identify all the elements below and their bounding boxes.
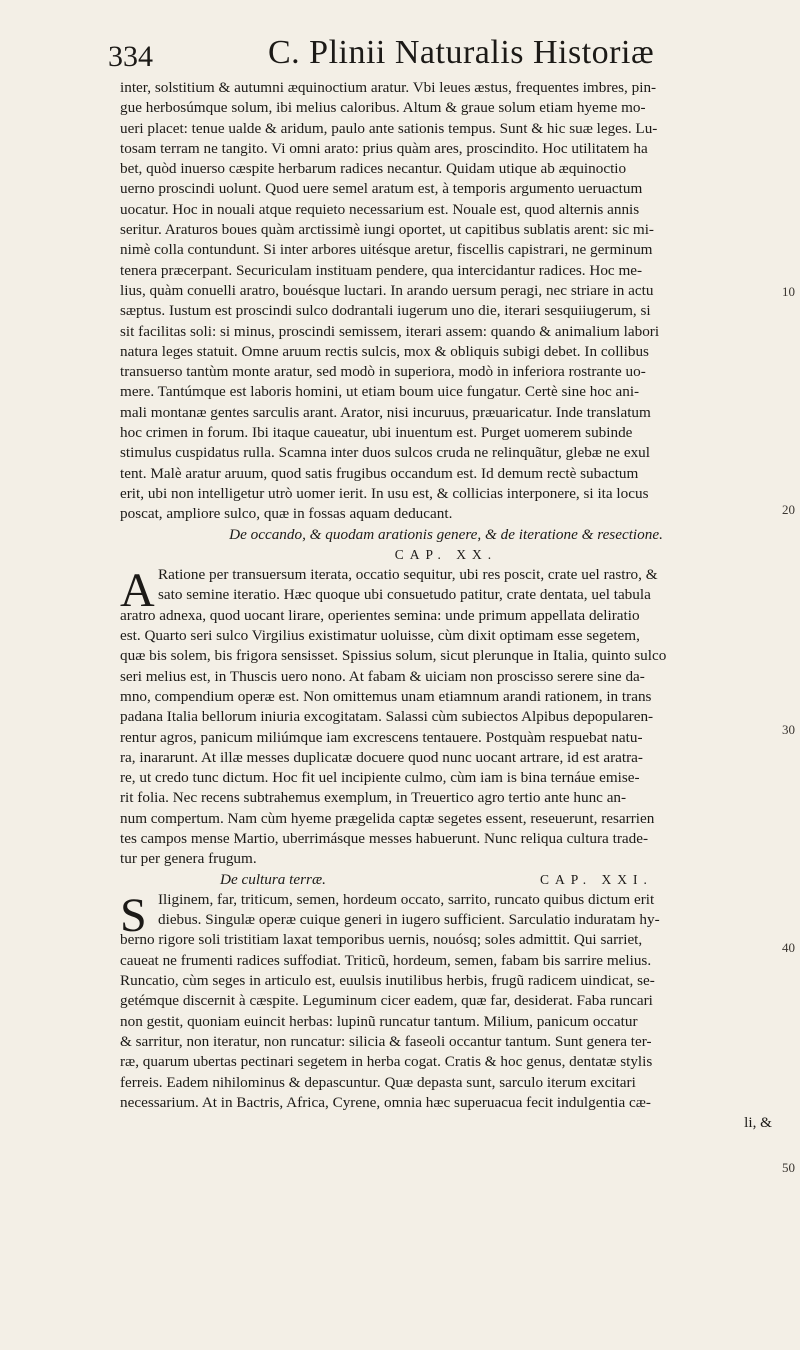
chapter-20-title: De occando, & quodam arationis genere, & de iteratione & resectione. <box>229 525 663 543</box>
text-line: Iliginem, far, triticum, semen, hordeum occato, sarrito, runcato quibus dictum erit <box>158 890 655 908</box>
text-line: re, ut credo tunc dictum. Hoc fit uel incipiente culmo, cùm iam is bina ternáue emise- <box>120 769 640 787</box>
text-line: tes campos mense Martio, uberrimásque messes habuerunt. Nunc reliqua cultura trade- <box>120 829 649 847</box>
text-line: tosam terram ne tangito. Vi omni arato: prius quàm ares, proscindito. Hoc utilitatem ha <box>120 139 648 157</box>
drop-cap-a: A <box>120 564 155 618</box>
text-line: mali montanæ gentes sarculis arant. Arator, nisi incuruus, præuaricatur. Inde translatum <box>120 403 651 421</box>
text-line: lius, quàm conuelli aratro, bouésque luctari. In arando uersum peragi, nec striare in actu <box>120 281 654 299</box>
page-number: 334 <box>108 40 153 73</box>
text-line: Ratione per transuersum iterata, occatio sequitur, ubi res poscit, crate uel rastro, & <box>158 566 658 584</box>
text-line: sæptus. Iustum est proscindi sulco dodrantali iugerum uno die, iterari sesquiiugerum, si <box>120 302 651 320</box>
text-line: seri melius est, in Thuscis uero nono. At fabam & uiciam non proscisso serere sine da- <box>120 667 645 685</box>
text-line: non gestit, quoniam euincit herbas: lupinũ runcatur tantum. Milium, panicum occatur <box>120 1012 638 1030</box>
margin-line-number: 40 <box>782 940 795 955</box>
text-line: ueri placet: tenue ualde & aridum, paulo ante sationis tempus. Sunt & hic suæ leges. Lu- <box>120 119 658 137</box>
text-line: inter, solstitium & autumni æquinoctium aratur. Vbi leues æstus, frequentes imbres, pin- <box>120 79 657 96</box>
page-header <box>108 34 708 78</box>
text-line: aratro adnexa, quod uocant lirare, operientes semina: unde primum appellata deliratio <box>120 606 640 624</box>
text-line: est. Quarto seri sulco Virgilius existimatur uoluisse, cùm dixit optimam esse segetem, <box>120 627 640 645</box>
text-line: rit folia. Nec recens subtrahemus exemplum, in Treuertico agro tertio ante hunc an- <box>120 789 627 807</box>
text-line: Runcatio, cùm seges in articulo est, euulsis inutilibus herbis, frugũ radicem uindicat, se- <box>120 972 655 990</box>
text-line: ra, inararunt. At illæ messes duplicatæ docuere quod nunc uocant artrare, id est aratra- <box>120 748 643 766</box>
margin-line-number: 20 <box>782 502 795 517</box>
text-line: necessarium. At in Bactris, Africa, Cyrene, omnia hæc superuacua fecit indulgentia cæ- <box>120 1093 651 1111</box>
chapter-20-heading: CAP. XX. <box>394 546 498 562</box>
text-line: mno, compendium operæ est. Non omittemus unam etiamnum arandi rationem, in trans <box>120 687 652 705</box>
text-line: uocatur. Hoc in nouali atque requieto necessarium est. Nouale est, quod alternis annis <box>120 200 640 218</box>
chapter-21-heading: CAP. XXI. <box>540 871 653 887</box>
text-line: stimulus cuspidatus rulla. Scamna inter duos sulcos cruda ne relinquãtur, glebæ ne exul <box>120 444 650 462</box>
chapter-21-title: De cultura terræ. <box>220 870 326 888</box>
text-line: tenera præcerpant. Securiculam instituam pendere, qua intercidantur radices. Hoc me- <box>120 261 643 279</box>
text-line: getémque discernit à cæspite. Leguminum cicer eadem, quæ far, desiderat. Faba runcari <box>120 992 653 1010</box>
text-line: nimè colla contundunt. Si inter arbores uitésque aretur, fiscellis capistrari, ne germinum <box>120 241 653 259</box>
text-line: transuerso tantùm monte aratur, sed modò in superiora, modò in inferiora rostrante uo- <box>120 363 646 381</box>
text-line: seritur. Araturos boues quàm arctissimè iungi oportet, ut capitibus sublatis arent: sic mi- <box>120 221 654 239</box>
margin-line-number: 50 <box>782 1160 795 1175</box>
text-line: ræ, quarum ubertas pectinari segetem in herba cogat. Cratis & hoc genus, dentatæ stylis <box>120 1053 653 1071</box>
chapter-21-text <box>120 890 772 1113</box>
running-title: C. Plinii Naturalis Historiæ <box>268 34 655 71</box>
text-line: tur per genera frugum. <box>120 850 257 868</box>
text-line: quæ bis solem, bis frigora sensisset. Spissius solum, sicut plerunque in Italia, quinto sulco <box>120 647 667 665</box>
text-line: & sarritur, non iteratur, non runcatur: silicia & faseoli occantur tantum. Sunt genera ter- <box>120 1032 652 1050</box>
chapter-21-heading-row <box>120 870 772 890</box>
text-line: diebus. Singulæ operæ cuique generi in iugero sufficient. Sarculatio induratam hy- <box>158 911 660 929</box>
main-text <box>120 78 772 1133</box>
text-line: poscat, ampliore sulco, quæ in fossas aquam deducant. <box>120 505 453 523</box>
margin-line-number: 30 <box>782 722 795 737</box>
text-line: rentur agros, panicum miliúmque iam excrescens tentauere. Postquàm respuebat natu- <box>120 728 643 746</box>
text-line: sato semine iteratio. Hæc quoque ubi consuetudo patitur, crate dentata, uel tabula <box>158 586 651 604</box>
text-line: caueat ne frumenti radices suffodiat. Triticũ, hordeum, semen, fabam bis sarrire melius. <box>120 951 652 969</box>
text-line: bet, quòd inuerso cæspite herbarum radices necantur. Quidam utique ab æquinoctio <box>120 160 627 178</box>
catchword: li, & <box>744 1114 772 1132</box>
text-line: natura leges statuit. Omne aruum rectis sulcis, mox & obliquis subigi debet. In collibus <box>120 342 649 360</box>
text-line: sit facilitas soli: si minus, proscindi semissem, iterari assem: quando & animalium labori <box>120 322 660 340</box>
paragraph-block-1 <box>120 78 772 525</box>
text-line: padana Italia bellorum iniuria excogitatam. Salassi cùm subiectos Alpibus depopularen- <box>120 708 654 726</box>
text-line: erit, ubi non intelligetur utrò uomer ierit. In usu est, & collicias interponere, si ita locus <box>120 484 649 502</box>
text-line: mere. Tantúmque est laboris homini, ut etiam boum uice fungatur. Certè sine hoc ani- <box>120 383 640 401</box>
text-line: hoc crimen in forum. Ibi itaque caueatur, ubi inuentum est. Purget uomerem subinde <box>120 424 633 442</box>
text-line: ferreis. Eadem nihilominus & depascuntur. Quæ depasta sunt, sarculo iterum excitari <box>120 1073 636 1091</box>
chapter-20-text <box>120 565 772 869</box>
text-line: num compertum. Nam cùm hyeme prægelida captæ segetes essent, reseuerunt, resarrien <box>120 809 655 827</box>
text-line: gue herbosúmque solum, ibi melius caloribus. Altum & graue solum etiam hyeme mo- <box>120 99 646 117</box>
margin-line-number: 10 <box>782 284 795 299</box>
text-line: uerno proscindi uolunt. Quod uere semel aratum est, à temporis argumento ueruactum <box>120 180 643 198</box>
text-line: berno rigore soli tristitiam laxat temporibus uernis, nouósq; soles admittit. Qui sarriet, <box>120 931 643 949</box>
drop-cap-s: S <box>120 888 147 942</box>
text-line: tent. Malè aratur aruum, quod satis frugibus occandum est. Id demum rectè subactum <box>120 464 639 482</box>
